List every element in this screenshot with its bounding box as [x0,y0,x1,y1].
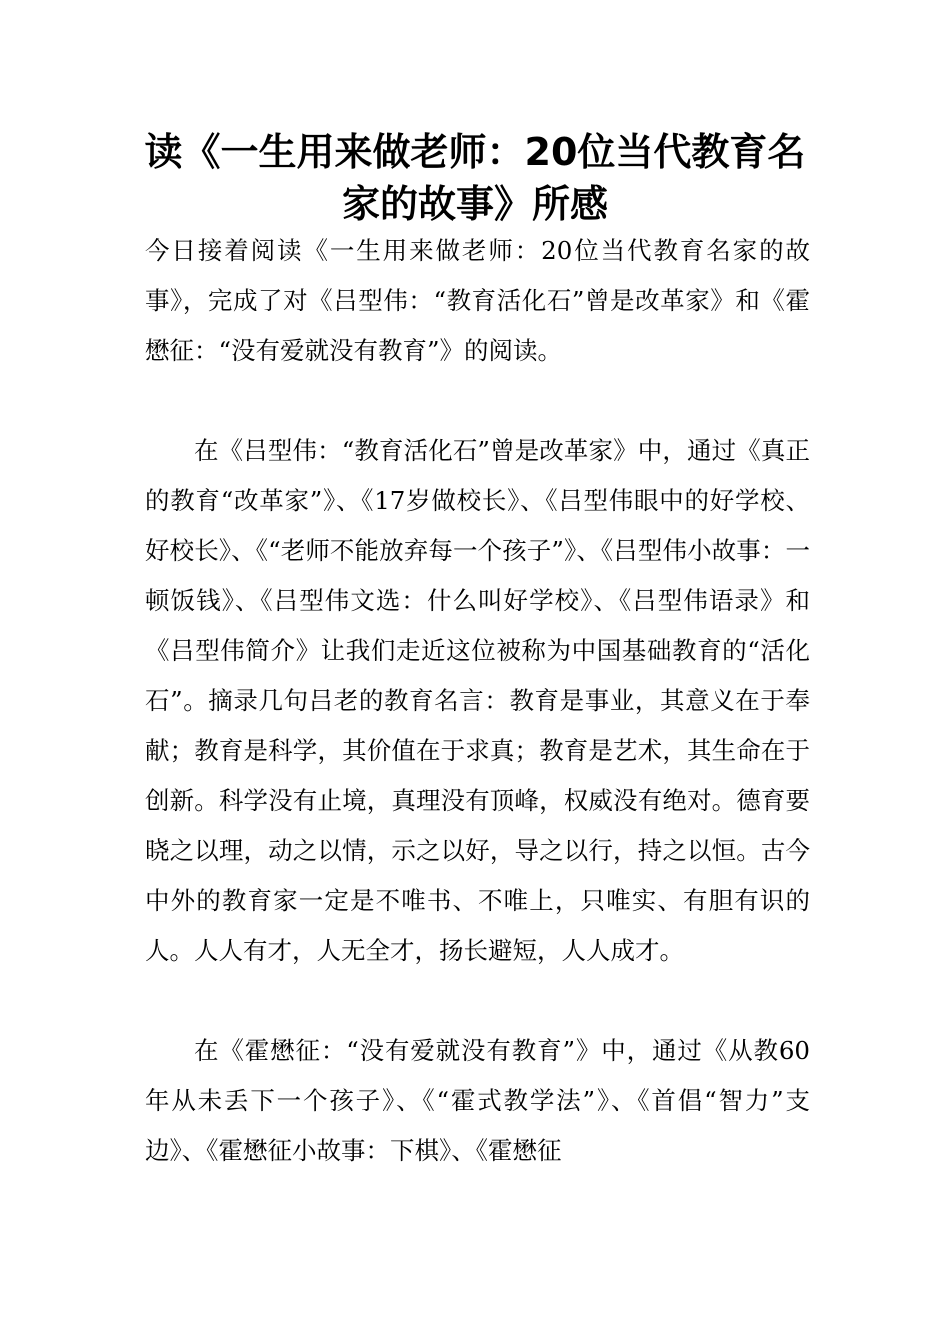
document-title: 读《一生用来做老师：20位当代教育名家的故事》所感 [144,130,806,226]
paragraph-intro: 今日接着阅读《一生用来做老师：20位当代教育名家的故事》，完成了对《吕型伟：“教育活化石”曾是改革家》和《霍懋征：“没有爱就没有教育”》的阅读。 [145,236,810,365]
paragraph-huo-maozheng: 在《霍懋征：“没有爱就没有教育”》中，通过《从教60年从未丢下一个孩子》、《“霍式教学法”》、《首倡“智力”支边》、《霍懋征小故事：下棋》、《霍懋征 [145,1036,810,1165]
document-body [145,226,810,1176]
paragraph-spacer [145,376,810,426]
paragraph-lu-xingwei: 在《吕型伟：“教育活化石”曾是改革家》中，通过《真正的教育“改革家”》、《17岁做校长》、《吕型伟眼中的好学校、好校长》、《“老师不能放弃每一个孩子”》、《吕型伟小故事：一顿饭钱》、《吕型伟文选：什么叫好学校》、《吕型伟语录》和《吕型伟简介》让我们走近这位被称为中国基础教育的“活化石”。摘录几句吕老的教育名言：教育是事业，其意义在于奉献；教育是科学，其价值在于求真；教育是艺术，其生命在于创新。科学没有止境，真理没有顶峰，权威没有绝对。德育要晓之以理，动之以情，示之以好，导之以行，持之以恒。古今中外的教育家一定是不唯书、不唯上，只唯实、有胆有识的人。人人有才，人无全才，扬长避短，人人成才。 [145,436,810,965]
paragraph-spacer [145,976,810,1026]
